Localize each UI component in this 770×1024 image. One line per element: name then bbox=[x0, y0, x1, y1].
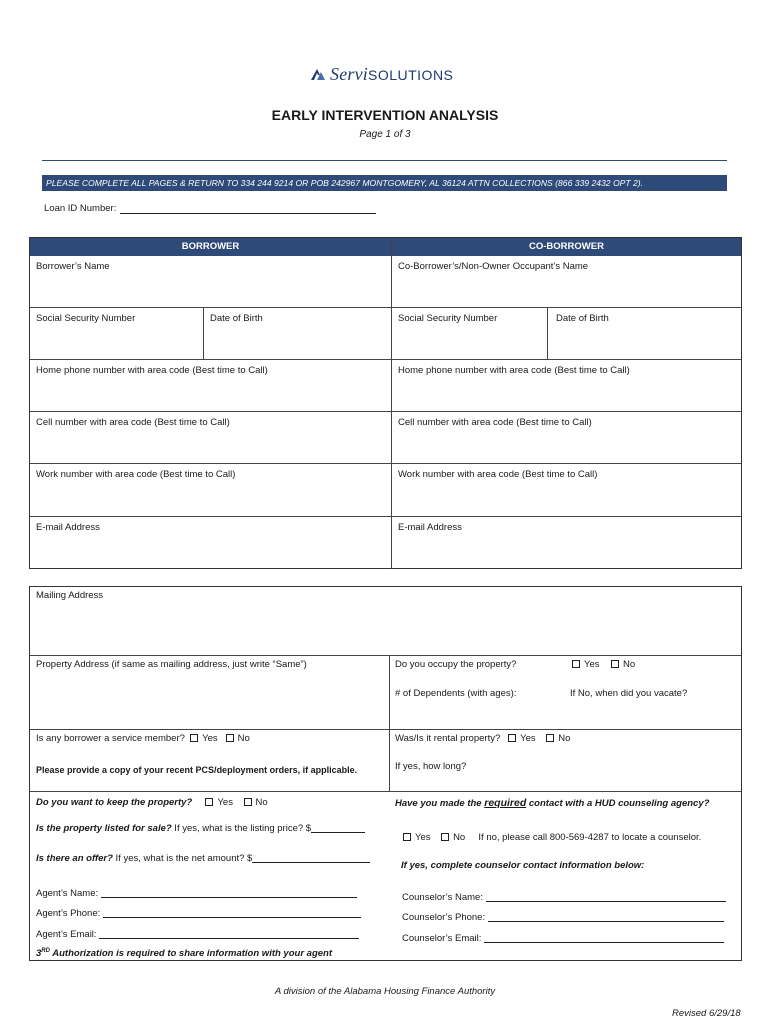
counselor-name-row bbox=[402, 892, 726, 903]
occupy-no-label: No bbox=[623, 659, 636, 670]
logo-solutions: SOLUTIONS bbox=[367, 66, 454, 83]
counselor-info-instructions: If yes, complete counselor contact information below: bbox=[401, 860, 645, 871]
hud-no-checkbox[interactable] bbox=[441, 833, 449, 841]
coborrower-ssn-label: Social Security Number bbox=[398, 313, 498, 324]
occupy-yes-checkbox[interactable] bbox=[572, 660, 580, 668]
hud-question-start: Have you made the bbox=[395, 798, 485, 809]
keep-no-checkbox[interactable] bbox=[244, 798, 252, 806]
counselor-name-label: Counselor’s Name: bbox=[402, 892, 483, 903]
instructions-banner: PLEASE COMPLETE ALL PAGES & RETURN TO 334 244 9214 OR POB 242967 MONTGOMERY, AL 36124 ATTN COLLECTIONS (866 339 2432 OPT 2). bbox=[42, 175, 727, 191]
logo-text bbox=[330, 64, 453, 85]
service-yes-checkbox[interactable] bbox=[190, 734, 198, 742]
row-divider bbox=[30, 463, 741, 464]
loan-id-row bbox=[44, 203, 376, 214]
hud-question bbox=[395, 797, 709, 809]
borrower-ssn-label: Social Security Number bbox=[36, 313, 136, 324]
servisolutions-logo bbox=[310, 63, 453, 85]
authorization-number: 3 bbox=[36, 948, 42, 960]
counselor-name-field[interactable] bbox=[486, 892, 726, 902]
borrower-dob-label: Date of Birth bbox=[210, 313, 263, 324]
dependents-label: # of Dependents (with ages): bbox=[395, 688, 517, 699]
offer-question bbox=[36, 853, 370, 864]
service-member-question bbox=[36, 733, 250, 744]
hud-no-instructions: If no, please call 800-569-4287 to locate a counselor. bbox=[478, 832, 702, 843]
column-divider bbox=[391, 238, 392, 569]
row-divider bbox=[30, 411, 741, 412]
hud-answer-row bbox=[403, 832, 701, 843]
property-address-label: Property Address (if same as mailing address, just write “Same”) bbox=[36, 659, 307, 670]
borrower-table bbox=[29, 237, 742, 569]
occupy-yes-label: Yes bbox=[584, 659, 600, 670]
listed-label: Is the property listed for sale? bbox=[36, 823, 172, 834]
agent-phone-label: Agent’s Phone: bbox=[36, 908, 101, 919]
logo-servi: Servi bbox=[330, 63, 368, 84]
rental-question bbox=[395, 733, 570, 744]
hud-no-label: No bbox=[453, 832, 466, 843]
rental-yes-label: Yes bbox=[520, 733, 536, 744]
keep-no-label: No bbox=[255, 797, 268, 808]
occupy-yes-option[interactable] bbox=[572, 659, 600, 670]
row-divider bbox=[30, 359, 741, 360]
page-title: EARLY INTERVENTION ANALYSIS bbox=[271, 107, 499, 123]
mailing-address-label: Mailing Address bbox=[36, 590, 104, 601]
ssn-dob-divider bbox=[203, 307, 204, 359]
occupy-question: Do you occupy the property? bbox=[395, 659, 517, 670]
listed-price-label: If yes, what is the listing price? $ bbox=[171, 823, 312, 834]
borrower-email-label: E-mail Address bbox=[36, 522, 100, 533]
coborrower-cell-label: Cell number with area code (Best time to Call) bbox=[398, 417, 592, 428]
keep-yes-label: Yes bbox=[217, 797, 233, 808]
column-divider bbox=[389, 655, 390, 791]
hud-required-emphasis: required bbox=[484, 797, 527, 809]
authorization-superscript: RD bbox=[41, 948, 50, 954]
borrower-header: BORROWER bbox=[30, 238, 391, 256]
counselor-phone-row bbox=[402, 912, 724, 923]
loan-id-label: Loan ID Number: bbox=[44, 203, 117, 214]
row-divider bbox=[30, 655, 741, 656]
footer-text: A division of the Alabama Housing Finance Authority bbox=[274, 986, 496, 997]
coborrower-dob-label: Date of Birth bbox=[556, 313, 609, 324]
hud-yes-checkbox[interactable] bbox=[403, 833, 411, 841]
rental-label: Was/Is it rental property? bbox=[395, 733, 501, 744]
occupy-no-checkbox[interactable] bbox=[611, 660, 619, 668]
hud-question-end: contact with a HUD counseling agency? bbox=[526, 798, 710, 809]
agent-name-label: Agent’s Name: bbox=[36, 888, 99, 899]
net-amount-field[interactable] bbox=[252, 853, 370, 863]
counselor-phone-label: Counselor’s Phone: bbox=[402, 912, 486, 923]
rental-how-long-label: If yes, how long? bbox=[395, 761, 467, 772]
agent-name-field[interactable] bbox=[101, 888, 357, 898]
rental-no-checkbox[interactable] bbox=[546, 734, 554, 742]
hud-yes-label: Yes bbox=[415, 832, 431, 843]
rental-yes-checkbox[interactable] bbox=[508, 734, 516, 742]
borrower-home-phone-label: Home phone number with area code (Best time to Call) bbox=[36, 365, 268, 376]
agent-email-row bbox=[36, 929, 359, 940]
service-yes-label: Yes bbox=[202, 733, 218, 744]
page-number: Page 1 of 3 bbox=[359, 129, 411, 140]
ssn-dob-divider bbox=[547, 307, 548, 359]
service-no-label: No bbox=[237, 733, 250, 744]
revision-date: Revised 6/29/18 bbox=[672, 1008, 741, 1019]
occupy-no-option[interactable] bbox=[611, 659, 635, 670]
authorization-note bbox=[36, 948, 332, 959]
header-divider bbox=[42, 160, 727, 161]
row-divider bbox=[30, 729, 741, 730]
coborrower-work-label: Work number with area code (Best time to Call) bbox=[398, 469, 598, 480]
service-member-label: Is any borrower a service member? bbox=[36, 733, 185, 744]
coborrower-header: CO-BORROWER bbox=[392, 238, 741, 256]
row-divider bbox=[30, 516, 741, 517]
coborrower-name-label: Co-Borrower’s/Non-Owner Occupant’s Name bbox=[398, 261, 589, 272]
counselor-phone-field[interactable] bbox=[488, 912, 724, 922]
counselor-email-row bbox=[402, 933, 724, 944]
agent-phone-row bbox=[36, 908, 361, 919]
logo-mark-icon bbox=[310, 67, 326, 81]
counselor-email-label: Counselor’s Email: bbox=[402, 933, 482, 944]
borrower-name-label: Borrower’s Name bbox=[36, 261, 110, 272]
offer-amount-label: If yes, what is the net amount? $ bbox=[112, 853, 253, 864]
keep-yes-checkbox[interactable] bbox=[205, 798, 213, 806]
rental-no-label: No bbox=[558, 733, 571, 744]
coborrower-home-phone-label: Home phone number with area code (Best time to Call) bbox=[398, 365, 630, 376]
authorization-text: Authorization is required to share information with your agent bbox=[49, 948, 332, 960]
agent-name-row bbox=[36, 888, 357, 899]
offer-label: Is there an offer? bbox=[36, 853, 113, 864]
agent-phone-field[interactable] bbox=[103, 908, 361, 918]
row-divider bbox=[30, 791, 741, 792]
pcs-note: Please provide a copy of your recent PCS/deployment orders, if applicable. bbox=[36, 765, 358, 775]
coborrower-email-label: E-mail Address bbox=[398, 522, 462, 533]
counselor-email-field[interactable] bbox=[484, 933, 724, 943]
listed-question bbox=[36, 823, 365, 834]
agent-email-field[interactable] bbox=[99, 929, 359, 939]
listing-price-field[interactable] bbox=[311, 823, 365, 833]
service-no-checkbox[interactable] bbox=[226, 734, 234, 742]
borrower-work-label: Work number with area code (Best time to Call) bbox=[36, 469, 236, 480]
row-divider bbox=[30, 307, 741, 308]
keep-property-label: Do you want to keep the property? bbox=[36, 797, 193, 808]
vacate-label: If No, when did you vacate? bbox=[570, 688, 688, 699]
agent-email-label: Agent’s Email: bbox=[36, 929, 97, 940]
keep-property-question bbox=[36, 797, 268, 808]
borrower-cell-label: Cell number with area code (Best time to Call) bbox=[36, 417, 230, 428]
loan-id-field[interactable] bbox=[120, 204, 376, 214]
